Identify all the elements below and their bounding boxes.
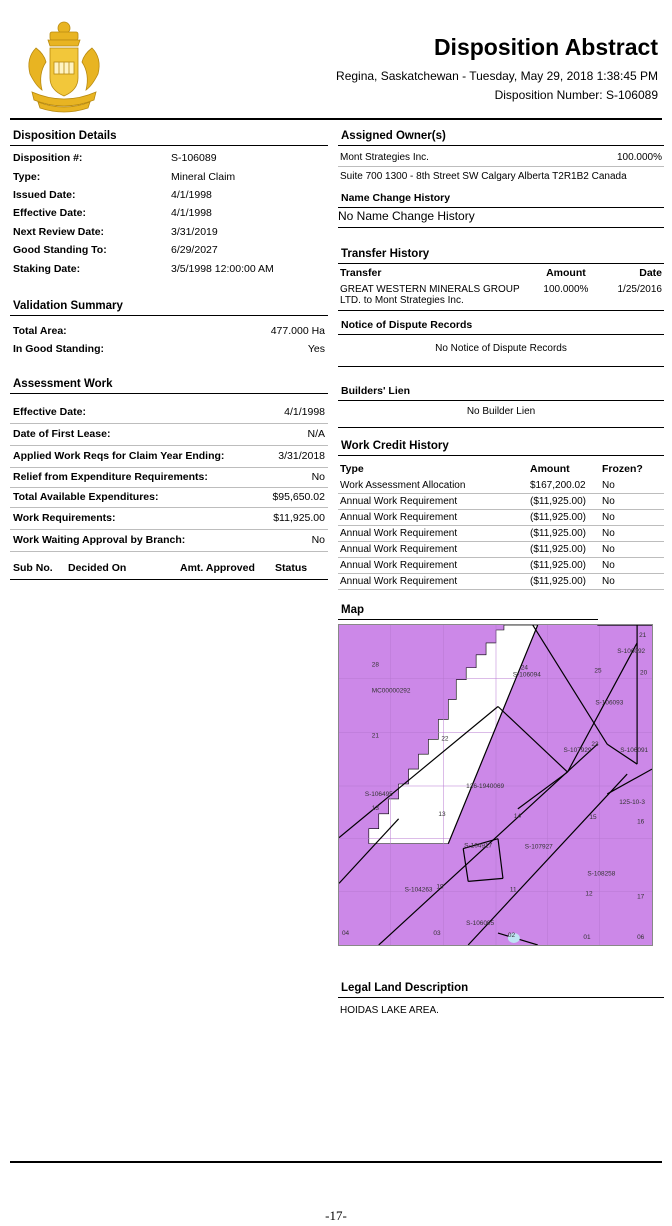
map-label: 24 (520, 664, 529, 672)
map-label: 15 (589, 813, 597, 821)
assessment-label: Date of First Lease: (13, 428, 111, 441)
credit-type: Annual Work Requirement (338, 558, 528, 574)
saskatchewan-crest-logo (18, 18, 110, 114)
detail-value: S-106089 (171, 152, 217, 165)
detail-row (10, 149, 328, 167)
assessment-value: No (311, 471, 325, 484)
validation-value: Yes (307, 342, 325, 355)
col-type: Type (340, 463, 364, 475)
transfer-date: 1/25/2016 (617, 284, 662, 295)
map-label: 04 (341, 930, 350, 938)
assessment-value: No (311, 534, 325, 547)
map-label: S-106094 (512, 671, 541, 679)
detail-row (10, 186, 328, 204)
map-label: 22 (441, 735, 449, 743)
map-label: MC00000292 (371, 687, 411, 695)
credit-amount: ($11,925.00) (528, 526, 600, 542)
credit-frozen: No (600, 494, 664, 510)
owner-share: 100.000% (616, 152, 662, 163)
detail-label: Next Review Date: (13, 225, 105, 238)
owner-address: Suite 700 1300 - 8th Street SW Calgary Alberta T2R1B2 Canada (340, 171, 627, 182)
credit-frozen: No (600, 558, 664, 574)
credit-frozen: No (600, 510, 664, 526)
work-credit-row (338, 494, 664, 510)
assessment-value: 4/1/1998 (284, 406, 325, 419)
dispute-records-title: Notice of Dispute Records (338, 311, 664, 335)
map-label: 21 (371, 732, 379, 740)
assessment-label: Effective Date: (13, 406, 86, 419)
detail-row (10, 204, 328, 222)
detail-value: 3/31/2019 (171, 225, 218, 238)
map-title: Map (338, 590, 598, 620)
map-label: 25 (594, 667, 602, 675)
assessment-row (10, 488, 328, 508)
col-transfer: Transfer (340, 267, 382, 279)
col-decided-on: Decided On (68, 561, 127, 574)
col-amount: Amount (546, 267, 586, 279)
map-label: S-106495 (364, 790, 393, 798)
approvals-table-header (10, 552, 328, 580)
left-column (10, 120, 328, 580)
legal-land-title: Legal Land Description (338, 946, 664, 998)
map-label: S-106093 (595, 699, 624, 707)
detail-value: Mineral Claim (171, 170, 236, 183)
work-credit-row (338, 574, 664, 590)
validation-row (10, 340, 328, 358)
detail-label: Staking Date: (13, 262, 81, 275)
builders-lien-title: Builders' Lien (338, 367, 664, 401)
validation-value: 477.000 Ha (270, 324, 325, 337)
col-sub-no: Sub No. (13, 561, 53, 574)
credit-type: Annual Work Requirement (338, 542, 528, 558)
assessment-value: 3/31/2018 (278, 450, 325, 463)
credit-frozen: No (600, 574, 664, 590)
name-change-title: Name Change History (338, 188, 664, 208)
detail-label: Issued Date: (13, 188, 76, 201)
detail-row (10, 223, 328, 241)
map-label: 13 (371, 804, 379, 812)
assessment-row (10, 424, 328, 446)
validation-summary-title: Validation Summary (10, 290, 328, 316)
transfer-amount: 100.000% (543, 284, 589, 295)
document-title: Disposition Abstract (433, 34, 658, 60)
owner-name: Mont Strategies Inc. (340, 152, 429, 163)
detail-label: Effective Date: (13, 207, 86, 220)
credit-type: Annual Work Requirement (338, 494, 528, 510)
map-label: S-104917 (464, 842, 493, 850)
map-label: S-104263 (404, 886, 433, 894)
map-label: S-107929 (563, 747, 592, 755)
disposition-details-title: Disposition Details (10, 120, 328, 146)
map-label: S-106091 (620, 747, 649, 755)
assessment-value: $11,925.00 (273, 512, 325, 525)
map-label: 14 (513, 812, 522, 820)
validation-row (10, 322, 328, 340)
transfer-header-row (338, 264, 664, 282)
map-label: 125-10-3 (619, 798, 645, 806)
transfer-table (338, 264, 664, 311)
detail-value: 4/1/1998 (171, 207, 212, 220)
transfer-history-title: Transfer History (338, 234, 664, 264)
credit-amount: $167,200.02 (528, 478, 600, 494)
map-label: S-106095 (466, 920, 495, 928)
detail-value: 3/5/1998 12:00:00 AM (171, 262, 274, 275)
map-label: 19 (436, 883, 444, 891)
detail-label: Type: (13, 170, 41, 183)
detail-label: Disposition #: (13, 152, 83, 165)
disposition-details (10, 146, 328, 278)
credit-type: Annual Work Requirement (338, 574, 528, 590)
detail-value: 6/29/2027 (171, 244, 218, 257)
work-credit-header (338, 460, 664, 478)
detail-label: Good Standing To: (13, 244, 107, 257)
transfer-parties: GREAT WESTERN MINERALS GROUP LTD. to Mont Strategies Inc. (340, 284, 520, 306)
assessment-row (10, 468, 328, 488)
col-date: Date (639, 267, 662, 279)
assessment-label: Total Available Expenditures: (13, 491, 159, 504)
validation-summary (10, 316, 328, 358)
assessment-row (10, 530, 328, 552)
map-label: 02 (507, 932, 516, 940)
assessment-label: Relief from Expenditure Requirements: (13, 471, 208, 484)
map-label: S-106092 (617, 647, 646, 655)
map-label: 23 (591, 741, 599, 749)
detail-row (10, 241, 328, 259)
credit-type: Annual Work Requirement (338, 526, 528, 542)
map-label: S-107927 (524, 843, 553, 851)
map-label: 13 (438, 810, 446, 818)
map-label: 16 (637, 818, 645, 826)
owner-row (338, 146, 664, 167)
assessment-label: Applied Work Reqs for Claim Year Ending: (13, 450, 225, 463)
disposition-number-header: Disposition Number: S-106089 (494, 88, 658, 102)
work-credit-row (338, 558, 664, 574)
location-date: Regina, Saskatchewan - Tuesday, May 29, 2018 1:38:45 PM (336, 69, 658, 83)
credit-frozen: No (600, 526, 664, 542)
map-label: 28 (371, 661, 379, 669)
col-status: Status (275, 561, 308, 574)
legal-land-text: HOIDAS LAKE AREA. (340, 1005, 439, 1016)
map-label: 12 (585, 890, 593, 898)
detail-row (10, 167, 328, 185)
assessment-value: N/A (307, 428, 325, 441)
work-credit-table (338, 460, 664, 590)
map-label: 03 (433, 930, 441, 938)
assessment-work-title: Assessment Work (10, 368, 328, 394)
map-label: 17 (637, 893, 645, 901)
credit-frozen: No (600, 542, 664, 558)
credit-amount: ($11,925.00) (528, 494, 600, 510)
bottom-divider (10, 1161, 662, 1163)
claim-map (338, 624, 653, 946)
map-label: 06 (637, 934, 645, 942)
assessment-row (10, 446, 328, 468)
map-label: 11 (509, 886, 517, 894)
work-credit-row (338, 510, 664, 526)
map-label: 126-1940069 (466, 782, 505, 790)
credit-amount: ($11,925.00) (528, 510, 600, 526)
assessment-value: $95,650.02 (272, 491, 325, 504)
page-number: -17- (325, 1208, 347, 1223)
map-label: 20 (640, 669, 648, 677)
credit-amount: ($11,925.00) (528, 574, 600, 590)
assigned-owners-title: Assigned Owner(s) (338, 120, 664, 146)
name-change-text: No Name Change History (338, 208, 664, 228)
transfer-row (338, 282, 664, 311)
validation-label: In Good Standing: (13, 342, 104, 355)
map-label: 01 (583, 934, 591, 942)
map-label: 21 (639, 631, 647, 639)
credit-amount: ($11,925.00) (528, 542, 600, 558)
builders-lien-text: No Builder Lien (338, 401, 664, 428)
work-credit-row (338, 542, 664, 558)
credit-type: Work Assessment Allocation (338, 478, 528, 494)
credit-type: Annual Work Requirement (338, 510, 528, 526)
right-column (338, 120, 664, 1023)
work-credit-row (338, 478, 664, 494)
credit-amount: ($11,925.00) (528, 558, 600, 574)
col-frozen: Frozen? (602, 463, 643, 475)
detail-row (10, 259, 328, 277)
work-credit-row (338, 526, 664, 542)
assessment-label: Work Waiting Approval by Branch: (13, 534, 186, 547)
assessment-label: Work Requirements: (13, 512, 116, 525)
assessment-row (10, 402, 328, 424)
col-credit-amount: Amount (530, 463, 570, 475)
col-amt-approved: Amt. Approved (180, 561, 255, 574)
assessment-row (10, 508, 328, 530)
dispute-records-text: No Notice of Dispute Records (338, 335, 664, 367)
assessment-work (10, 394, 328, 552)
map-label: S-108258 (587, 870, 616, 878)
credit-frozen: No (600, 478, 664, 494)
work-credit-title: Work Credit History (338, 428, 664, 456)
validation-label: Total Area: (13, 324, 67, 337)
detail-value: 4/1/1998 (171, 188, 212, 201)
